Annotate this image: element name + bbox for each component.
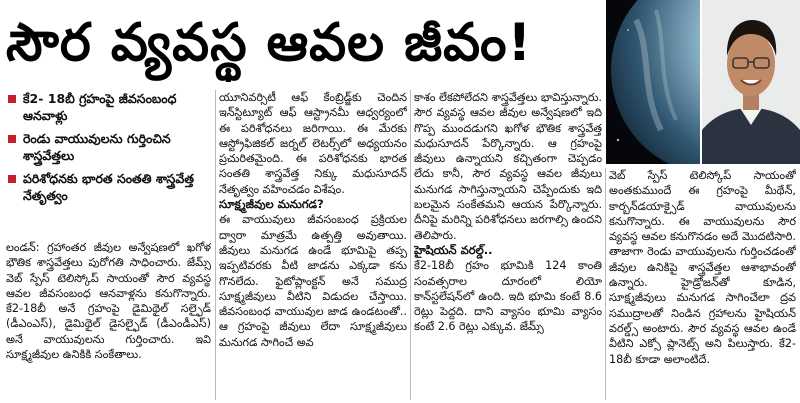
scientist-photo [702, 0, 800, 164]
bullet-square-icon [8, 175, 16, 183]
bullet-item [6, 170, 211, 204]
article-paragraph: యూనివర్సిటీ ఆఫ్ కేంబ్రిడ్జ్‌కు చెందిన ఇన్‌స్టిట్యూట్ ఆఫ్ ఆస్ట్రానమీ ఆధ్వర్యంలో ఈ పరిశోధనలు జరిగాయి. ఈ మేరకు ఆస్ట్రోఫిజికల్ జర్నల్ లెటర్స్‌లో అధ్యయనం ప్రచురితమైంది. ఈ పరిశోధనకు భారత సంతతి శాస్త్రవేత్త నిక్కు మధుసూదన్ నేతృత్వం వహించడం విశేషం. [219, 91, 407, 196]
column-divider [605, 168, 606, 400]
bullet-square-icon [8, 95, 16, 103]
article-paragraph: కాశం లేకపోలేదని శాస్త్రవేత్తలు భావిస్తున్నారు. సౌర వ్యవస్థ ఆవల జీవుల అన్వేషణలో ఇది గొప్ప ముందడుగని ఖగోళ భౌతిక శాస్త్రవేత్త మధుసూదన్ పేర్కొన్నారు. ఆ గ్రహంపై జీవులు ఉన్నాయని కచ్చితంగా చెప్పడం లేదు కానీ, సౌర వ్యవస్థ ఆవల జీవులు మనుగడ సాగిస్తున్నాయని చెప్పేందుకు ఇది బలమైన సంకేతమని ఆయన పేర్కొన్నారు. దీనిపై మరిన్ని పరిశోధనలు జరగాల్సి ఉందని తెలిపారు. [414, 91, 602, 242]
bullet-item [6, 130, 211, 164]
column-divider [410, 90, 411, 400]
article-column-2 [219, 90, 407, 400]
article-column-1 [6, 240, 211, 400]
article-paragraph: లండన్: గ్రహాంతర జీవుల అన్వేషణలో ఖగోళ భౌతిక శాస్త్రవేత్తలు పురోగతి సాధించారు. జేమ్స్ వెబ్ స్పేస్ టెలిస్కోప్ సాయంతో సౌర వ్యవస్థ ఆవల జీవసంబంధ ఆనవాళ్లను కనుగొన్నారు. కే2-18బీ అనే గ్రహంపై డైమిథైల్ సల్ఫైడ్ (డీఎంఎస్), డైమిథైల్ డైసల్ఫైడ్ (డీఎండీఎస్) అనే వాయువులను గుర్తించారు. ఇవి సూక్ష్మజీవుల ఉనికికి సంకేతాలు. [6, 241, 211, 362]
bullet-text: రెండు వాయువులను గుర్తించిన శాస్త్రవేత్తలు [23, 131, 171, 163]
planet-image [606, 0, 700, 164]
article-column-4 [609, 168, 796, 400]
article-paragraph: వెబ్ స్పేస్ టెలిస్కోప్ సాయంతో అంతకుముందే ఈ గ్రహంపై మీథేన్, కార్బన్‌డయాక్సైడ్ వాయువులను కనుగొన్నారు. ఈ వాయువులను సౌర వ్యవస్థ ఆవల కనుగొనడం అదే మొదటిసారి. తాజాగా రెండు వాయువులను గుర్తించడంతో జీవుల ఉనికిపై శాస్త్రవేత్తల ఆశాభావంతో ఉన్నారు. హైడ్రోజన్‌తో కూడిన, సూక్ష్మజీవులు మనుగడ సాగించేలా ద్రవ సముద్రాలతో నిండిన గ్రహాలను హైషియన్ వరల్డ్స్ అంటారు. సౌర వ్యవస్థ ఆవల ఉండే వీటిని ఎక్సో ప్లానెట్స్ అని పిలుస్తారు. కే2-18బీ కూడా అలాంటిదే. [609, 169, 796, 366]
headline: సౌర వ్యవస్థ ఆవల జీవం! [6, 13, 533, 73]
article-column-3 [414, 90, 602, 400]
bullet-text: పరిశోధనకు భారత సంతతి శాస్త్రవేత్త నేతృత్వం [23, 171, 194, 203]
column-divider [215, 90, 216, 400]
article-paragraph: ఈ వాయువులు జీవసంబంధ ప్రక్రియల ద్వారా మాత్రమే ఉత్పత్తి అవుతాయి. జీవులు మనుగడ ఉండే భూమిపై తప్ప ఇప్పటివరకు వీటి జాడను ఎక్కడా కను గొనలేదు. ఫైటోప్లాంక్టన్ అనే సముద్ర సూక్ష్మజీవులు వీటిని విడుదల చేస్తాయి. జీవసంబంధ వాయువుల జాడ ఉండటంతో.. ఆ గ్రహంపై జీవులు లేదా సూక్ష్మజీవులు మనుగడ సాగించే అవ [219, 213, 407, 349]
subheading: హైషియన్ వరల్డ్.. [414, 242, 493, 257]
bullet-text: కే2- 18బీ గ్రహంపై జీవసంబంధ ఆనవాళ్లు [23, 91, 177, 123]
bullet-item [6, 90, 211, 124]
bullet-square-icon [8, 135, 16, 143]
subheading: సూక్ష్మజీవుల మనుగడ? [219, 197, 324, 212]
highlight-bullets [6, 90, 211, 210]
article-paragraph: కే2-18బీ గ్రహం భూమికి 124 కాంతి సంవత్సరాల దూరంలో లియో కాన్‌స్టలేషన్‌లో ఉంది. ఇది భూమి కంటే 8.6 రెట్లు పెద్దది. దాని వ్యాసం భూమి వ్యాసం కంటే 2.6 రెట్లు ఎక్కువ. జేమ్స్ [414, 259, 602, 334]
